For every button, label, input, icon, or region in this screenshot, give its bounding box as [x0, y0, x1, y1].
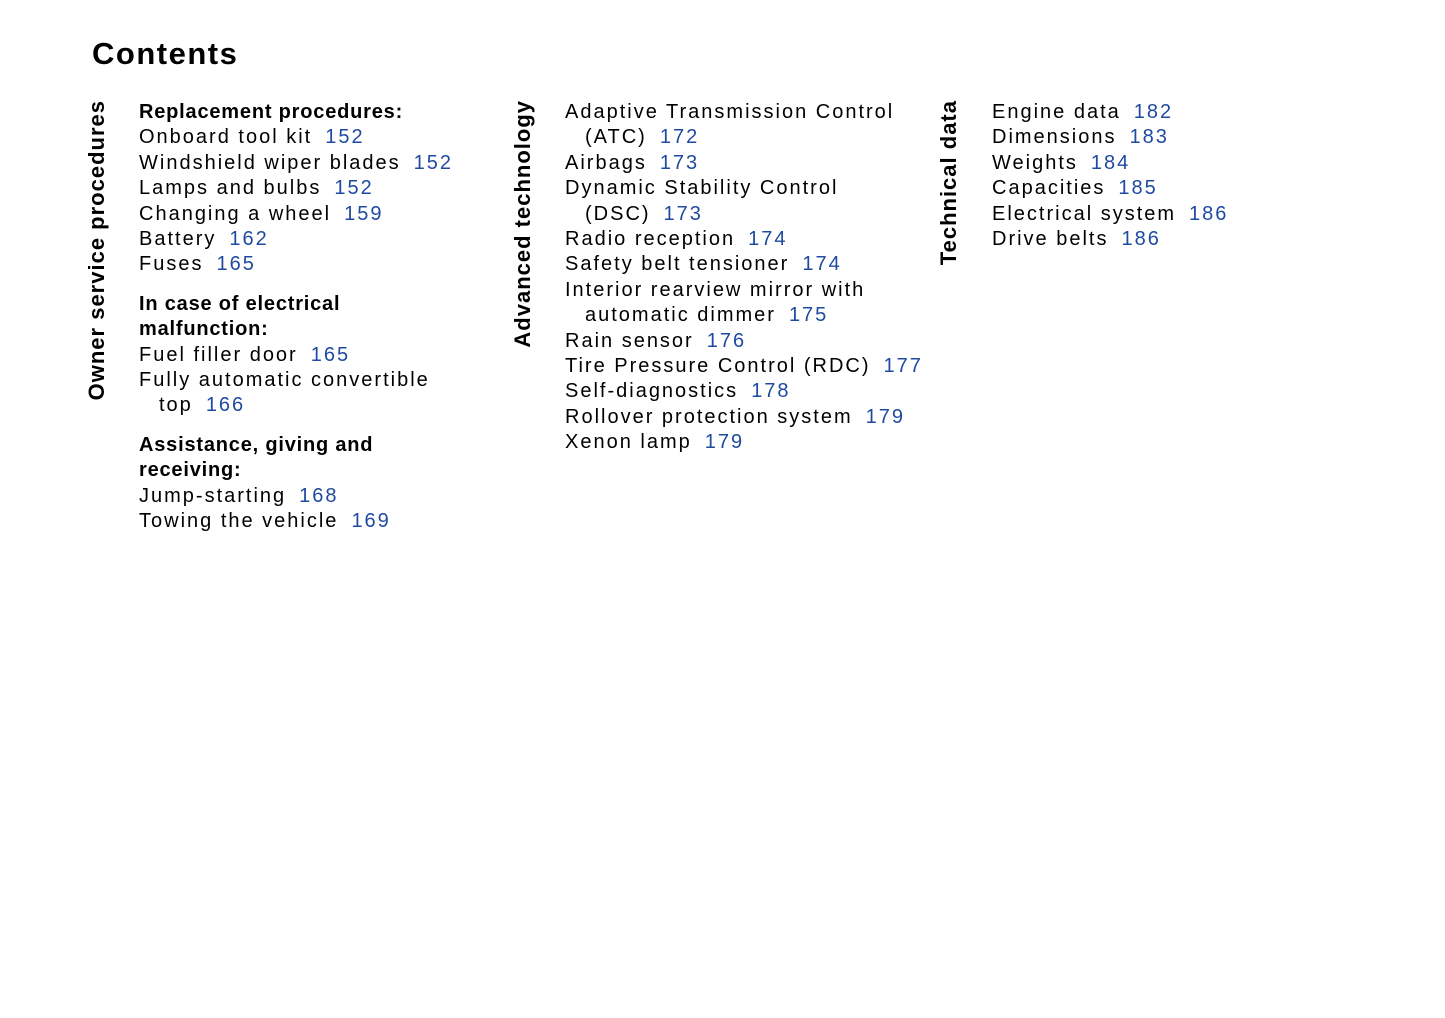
toc-entry — [565, 252, 923, 277]
page-number-link[interactable]: 152 — [413, 151, 454, 174]
page-number-link[interactable]: 173 — [663, 202, 703, 225]
page-number-link[interactable]: 162 — [229, 228, 269, 251]
entry-title: Fully automatic convertible — [139, 369, 430, 392]
page-number-link[interactable]: 186 — [1121, 228, 1161, 251]
section-label: Technical data — [936, 100, 961, 266]
toc-entry — [139, 202, 453, 227]
entry-title: Dynamic Stability Control — [565, 177, 839, 200]
toc-entry — [139, 125, 453, 150]
entry-title: Tire Pressure Control (RDC) — [565, 355, 871, 378]
entry-title: Rain sensor — [565, 329, 694, 352]
page-number-link[interactable]: 175 — [788, 304, 829, 327]
toc-entry — [565, 329, 923, 354]
page-number-link[interactable]: 178 — [751, 380, 791, 403]
group-heading: Replacement procedures: — [139, 101, 404, 123]
page-number-link[interactable]: 173 — [659, 151, 700, 174]
entry-title: Self-diagnostics — [565, 380, 739, 403]
section-label: Advanced technology — [510, 100, 535, 348]
page-number-link[interactable]: 179 — [704, 431, 745, 454]
entry-title: Safety belt tensioner — [565, 253, 790, 276]
toc-entry — [139, 484, 453, 509]
page-number-link[interactable]: 177 — [883, 355, 923, 378]
entry-title: Dimensions — [992, 126, 1117, 149]
page-number-link[interactable]: 172 — [659, 126, 700, 149]
page-number-link[interactable]: 174 — [748, 228, 788, 251]
toc-entry — [139, 509, 453, 534]
toc-entry — [992, 151, 1228, 176]
entry-title: Radio reception — [565, 228, 736, 251]
entry-title: Changing a wheel — [139, 202, 332, 225]
page-number-link[interactable]: 166 — [205, 394, 246, 417]
group-heading: Assistance, giving and — [139, 433, 374, 456]
page-number-link[interactable]: 152 — [334, 177, 374, 200]
toc-entry — [565, 430, 923, 455]
entry-title: Capacities — [992, 177, 1106, 200]
group-heading: In case of electrical — [139, 292, 341, 315]
entry-title: Rollover protection system — [565, 405, 853, 428]
toc-entry — [565, 379, 923, 404]
toc-entry — [565, 278, 923, 329]
toc-entry — [139, 343, 453, 368]
entry-title: (DSC) — [585, 202, 651, 225]
entry-title: Airbags — [565, 151, 647, 174]
page-number-link[interactable]: 176 — [706, 329, 747, 352]
entry-title: Onboard tool kit — [139, 126, 313, 149]
toc-entry — [565, 405, 923, 430]
page-number-link[interactable]: 174 — [802, 253, 842, 276]
entry-list — [992, 100, 1228, 252]
entry-title: Engine data — [992, 101, 1121, 123]
entry-title: Towing the vehicle — [139, 510, 339, 533]
toc-entry — [565, 151, 923, 176]
page-number-link[interactable]: 183 — [1129, 126, 1169, 149]
toc-entry — [139, 151, 453, 176]
toc-entry — [139, 368, 453, 419]
entry-title: Lamps and bulbs — [139, 177, 322, 200]
entry-title: Interior rearview mirror with — [565, 278, 866, 301]
toc-entry — [139, 252, 453, 277]
page-number-link[interactable]: 186 — [1189, 202, 1229, 225]
section-label: Owner service procedures — [84, 100, 109, 401]
page-number-link[interactable]: 169 — [351, 510, 391, 533]
page-title: Contents — [92, 36, 239, 71]
entry-title: Drive belts — [992, 228, 1109, 251]
entry-title: automatic dimmer — [585, 304, 776, 327]
entry-list — [565, 100, 923, 456]
page-number-link[interactable]: 165 — [216, 253, 256, 276]
entry-title: Jump-starting — [139, 484, 287, 507]
page-number-link[interactable]: 168 — [299, 484, 339, 507]
page-number-link[interactable]: 182 — [1133, 101, 1174, 123]
toc-entry — [139, 227, 453, 252]
toc-entry — [992, 125, 1228, 150]
page-number-link[interactable]: 152 — [325, 126, 365, 149]
entry-title: Electrical system — [992, 202, 1177, 225]
entry-title: Battery — [139, 228, 217, 251]
entry-title: Xenon lamp — [565, 431, 692, 454]
group-heading: malfunction: — [139, 318, 269, 341]
entry-title: Weights — [992, 151, 1078, 174]
entry-list — [139, 100, 453, 535]
toc-entry — [139, 176, 453, 201]
entry-title: (ATC) — [585, 126, 647, 149]
toc-entry — [992, 176, 1228, 201]
toc-entry — [565, 100, 923, 151]
page-number-link[interactable]: 179 — [865, 405, 906, 428]
page-number-link[interactable]: 185 — [1118, 177, 1158, 200]
entry-title: top — [159, 394, 193, 417]
group-heading: receiving: — [139, 459, 242, 482]
toc-entry — [565, 176, 923, 227]
page-number-link[interactable]: 184 — [1090, 151, 1131, 174]
toc-entry — [992, 100, 1228, 125]
entry-title: Windshield wiper blades — [139, 151, 401, 174]
toc-entry — [565, 354, 923, 379]
page-number-link[interactable]: 165 — [310, 343, 351, 366]
toc-entry — [992, 202, 1228, 227]
entry-title: Fuel filler door — [139, 343, 298, 366]
page-number-link[interactable]: 159 — [344, 202, 384, 225]
entry-title: Adaptive Transmission Control — [565, 101, 895, 123]
entry-title: Fuses — [139, 253, 204, 276]
toc-entry — [992, 227, 1228, 252]
toc-entry — [565, 227, 923, 252]
